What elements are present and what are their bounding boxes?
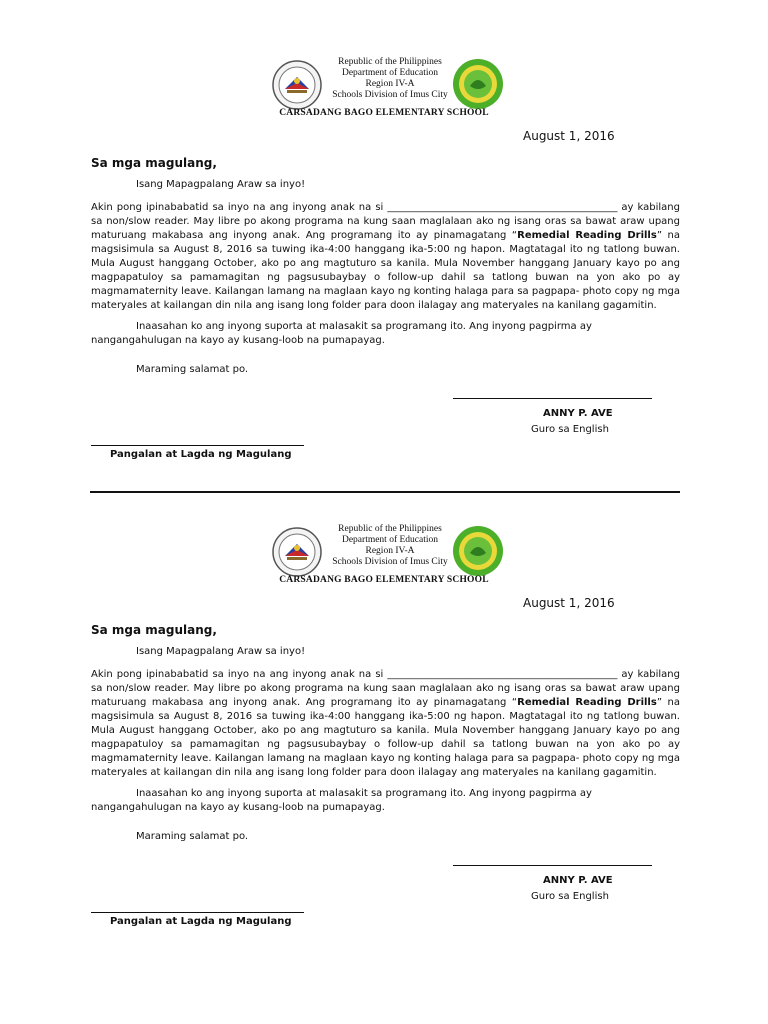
salutation: Sa mga magulang, bbox=[91, 156, 217, 170]
parent-signature-label: Pangalan at Lagda ng Magulang bbox=[110, 449, 292, 460]
parent-signature-line bbox=[91, 912, 304, 913]
letter-date: August 1, 2016 bbox=[523, 129, 615, 143]
closing-thanks: Maraming salamat po. bbox=[136, 364, 249, 375]
parent-signature-line bbox=[91, 445, 304, 446]
teacher-name: ANNY P. AVE bbox=[543, 875, 613, 886]
salutation: Sa mga magulang, bbox=[91, 623, 217, 637]
support-paragraph: Inaasahan ko ang inyong suporta at malasakit sa programang ito. Ang inyong pagpirma ay nangangahulugan na kayo ay kusang-loob na pumapayag. bbox=[91, 321, 592, 346]
deped-seal-icon bbox=[271, 526, 323, 578]
header-line: Department of Education bbox=[341, 535, 439, 545]
greeting: Isang Mapagpalang Araw sa inyo! bbox=[136, 179, 306, 190]
body-text: ” na magsisimula sa August 8, 2016 sa tuwing ika-4:00 hanggang ika-5:00 ng hapon. Magtatagal ito ng tatlong buwan. Mula August hanggang October, ako po ang magtuturo sa kanila. Mula November hanggang January kayo po ang magpapatuloy sa pamamagitan ng pagsusubaybay o follow-up dahil sa tatlong buwan na yon ako po ay magmamaternity leave. Kailangan lamang na maglaan kayo ng konting halaga para sa pagpapa- photo copy ng mga materyales at kailangan din nila ang isang long folder para doon ilalagay ang materyales na kanilang gagamitin. bbox=[91, 697, 680, 778]
program-title: Remedial Reading Drills bbox=[517, 697, 657, 708]
body-paragraph bbox=[91, 668, 680, 780]
support-paragraph: Inaasahan ko ang inyong suporta at malasakit sa programang ito. Ang inyong pagpirma ay nangangahulugan na kayo ay kusang-loob na pumapayag. bbox=[91, 788, 592, 813]
body-text: ” na magsisimula sa August 8, 2016 sa tuwing ika-4:00 hanggang ika-5:00 ng hapon. Magtatagal ito ng tatlong buwan. Mula August hanggang October, ako po ang magtuturo sa kanila. Mula November hanggang January kayo po ang magpapatuloy sa pamamagitan ng pagsusubaybay o follow-up dahil sa tatlong buwan na yon ako po ay magmamaternity leave. Kailangan lamang na maglaan kayo ng konting halaga para sa pagpapa- photo copy ng mga materyales at kailangan din nila ang isang long folder para doon ilalagay ang materyales na kanilang gagamitin. bbox=[91, 230, 680, 311]
body-text: Akin pong ipinababatid sa inyo na ang inyong anak na si ______________________________________________ ay kabilang sa non/slow reader. May libre po akong programa na kung saan maglalaan ako ng isang oras sa bawat araw upang maturuang makabasa ang inyong anak. Ang programang ito ay pinamagatang “ bbox=[91, 202, 680, 241]
header-line: Republic of the Philippines bbox=[338, 57, 442, 67]
body-text: Akin pong ipinababatid sa inyo na ang inyong anak na si ______________________________________________ ay kabilang sa non/slow reader. May libre po akong programa na kung saan maglalaan ako ng isang oras sa bawat araw upang maturuang makabasa ang inyong anak. Ang programang ito ay pinamagatang “ bbox=[91, 669, 680, 708]
header-line: Region IV-A bbox=[365, 79, 415, 89]
header-text-block bbox=[328, 524, 452, 568]
teacher-signature-line bbox=[453, 865, 652, 866]
teacher-role: Guro sa English bbox=[531, 891, 609, 902]
letter-date: August 1, 2016 bbox=[523, 596, 615, 610]
teacher-name: ANNY P. AVE bbox=[543, 408, 613, 419]
teacher-role: Guro sa English bbox=[531, 424, 609, 435]
cut-divider bbox=[90, 491, 680, 493]
header-line: Schools Division of Imus City bbox=[332, 557, 448, 567]
header-line: Region IV-A bbox=[365, 546, 415, 556]
greeting: Isang Mapagpalang Araw sa inyo! bbox=[136, 646, 306, 657]
closing-thanks: Maraming salamat po. bbox=[136, 831, 249, 842]
teacher-signature-line bbox=[453, 398, 652, 399]
body-paragraph bbox=[91, 201, 680, 313]
school-seal-icon bbox=[452, 58, 504, 110]
program-title: Remedial Reading Drills bbox=[517, 230, 657, 241]
school-seal-icon bbox=[452, 525, 504, 577]
school-name: CARSADANG BAGO ELEMENTARY SCHOOL bbox=[279, 108, 489, 118]
header-line: Schools Division of Imus City bbox=[332, 90, 448, 100]
header-line: Republic of the Philippines bbox=[338, 524, 442, 534]
parent-signature-label: Pangalan at Lagda ng Magulang bbox=[110, 916, 292, 927]
header-text-block bbox=[328, 57, 452, 101]
deped-seal-icon bbox=[271, 59, 323, 111]
header-line: Department of Education bbox=[341, 68, 439, 78]
school-name: CARSADANG BAGO ELEMENTARY SCHOOL bbox=[279, 575, 489, 585]
